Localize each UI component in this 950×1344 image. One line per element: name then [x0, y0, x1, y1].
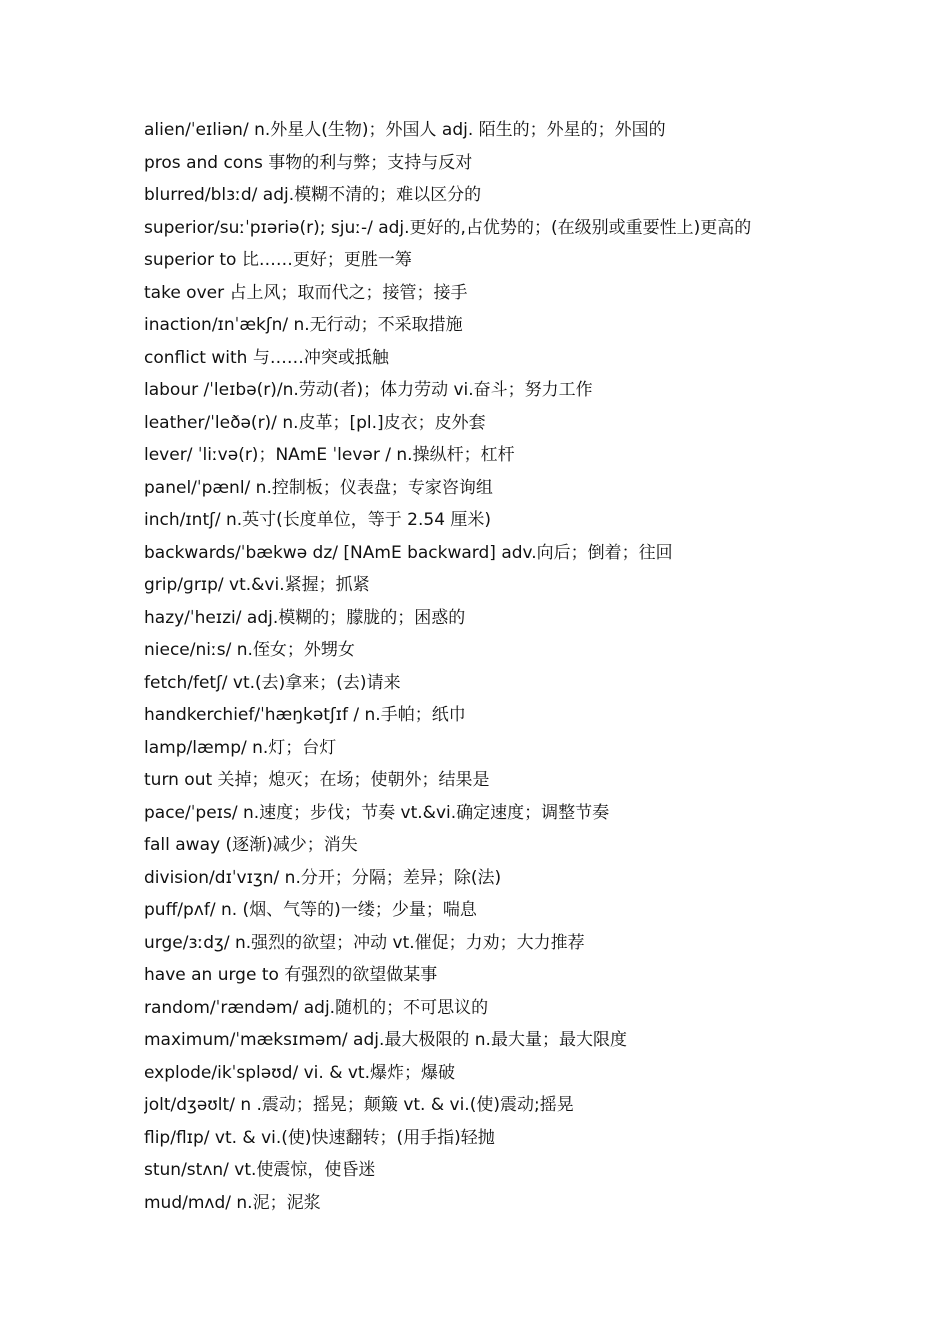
vocab-entry-fall-away: fall away (逐渐)减少；消失 — [144, 835, 358, 855]
vocab-entry-fetch: fetch/fetʃ/ vt.(去)拿来；(去)请来 — [144, 672, 401, 693]
vocab-entry-alien: alien/ˈeɪliən/ n.外星人(生物)；外国人 adj. 陌生的；外星的；外国的 — [144, 120, 666, 140]
vocab-entry-stun: stun/stʌn/ vt.使震惊，使昏迷 — [144, 1160, 376, 1180]
vocab-entry-labour: labour /ˈleɪbə(r)/n.劳动(者)；体力劳动 vi.奋斗；努力工作 — [144, 380, 593, 400]
vocab-entry-handkerchief: handkerchief/ˈhæŋkətʃɪf / n.手帕；纸巾 — [144, 705, 466, 725]
vocab-entry-grip: grip/ɡrɪp/ vt.&vi.紧握；抓紧 — [144, 575, 370, 595]
vocab-entry-urge: urge/ɜːdʒ/ n.强烈的欲望；冲动 vt.催促；力劝；大力推荐 — [144, 932, 585, 953]
vocab-entry-inch: inch/ɪntʃ/ n.英寸(长度单位，等于 2.54 厘米) — [144, 510, 492, 530]
vocab-entry-superior: superior/suːˈpɪəriə(r); sjuː-/ adj.更好的,占优势的；(在级别或重要性上)更高的 — [144, 217, 752, 238]
vocab-entry-lever: lever/ ˈliːvə(r)；NAmE ˈlevər / n.操纵杆；杠杆 — [144, 445, 515, 465]
vocab-entry-superior-to: superior to 比……更好；更胜一筹 — [144, 250, 412, 270]
vocab-entry-have-an-urge-to: have an urge to 有强烈的欲望做某事 — [144, 965, 438, 985]
vocab-entry-division: division/dɪˈvɪʒn/ n.分开；分隔；差异；除(法) — [144, 867, 502, 888]
vocabulary-list — [144, 116, 924, 1221]
vocab-entry-mud: mud/mʌd/ n.泥；泥浆 — [144, 1192, 321, 1213]
vocab-entry-pace: pace/ˈpeɪs/ n.速度；步伐；节奏 vt.&vi.确定速度；调整节奏 — [144, 802, 610, 823]
vocab-entry-random: random/ˈrændəm/ adj.随机的；不可思议的 — [144, 997, 489, 1018]
vocab-entry-pros-and-cons: pros and cons 事物的利与弊；支持与反对 — [144, 152, 473, 173]
vocab-entry-hazy: hazy/ˈheɪzi/ adj.模糊的；朦胧的；困惑的 — [144, 607, 466, 628]
vocab-entry-turn-out: turn out 关掉；熄灭；在场；使朝外；结果是 — [144, 770, 490, 790]
vocab-entry-maximum: maximum/ˈmæksɪməm/ adj.最大极限的 n.最大量；最大限度 — [144, 1030, 627, 1050]
vocab-entry-puff: puff/pʌf/ n. (烟、气等的)一缕；少量；喘息 — [144, 900, 477, 920]
vocab-entry-leather: leather/ˈleðə(r)/ n.皮革；[pl.]皮衣；皮外套 — [144, 412, 486, 433]
vocab-entry-lamp: lamp/læmp/ n.灯；台灯 — [144, 737, 337, 758]
vocab-entry-panel: panel/ˈpænl/ n.控制板；仪表盘；专家咨询组 — [144, 477, 493, 498]
vocab-entry-flip: flip/flɪp/ vt. & vi.(使)快速翻转；(用手指)轻抛 — [144, 1127, 495, 1148]
vocab-entry-explode: explode/ikˈspləʊd/ vi. & vt.爆炸；爆破 — [144, 1062, 455, 1083]
vocab-entry-inaction: inaction/ɪnˈækʃn/ n.无行动；不采取措施 — [144, 315, 463, 335]
vocab-entry-jolt: jolt/dʒəʊlt/ n .震动；摇晃；颠簸 vt. & vi.(使)震动;摇晃 — [144, 1095, 574, 1115]
vocab-entry-niece: niece/niːs/ n.侄女；外甥女 — [144, 640, 355, 660]
vocab-entry-conflict-with: conflict with 与……冲突或抵触 — [144, 347, 389, 368]
vocab-entry-blurred: blurred/blɜːd/ adj.模糊不清的；难以区分的 — [144, 185, 482, 205]
vocab-entry-backwards: backwards/ˈbækwə dz/ [NAmE backward] adv.向后；倒着；往回 — [144, 542, 673, 563]
vocab-entry-take-over: take over 占上风；取而代之；接管；接手 — [144, 282, 468, 303]
